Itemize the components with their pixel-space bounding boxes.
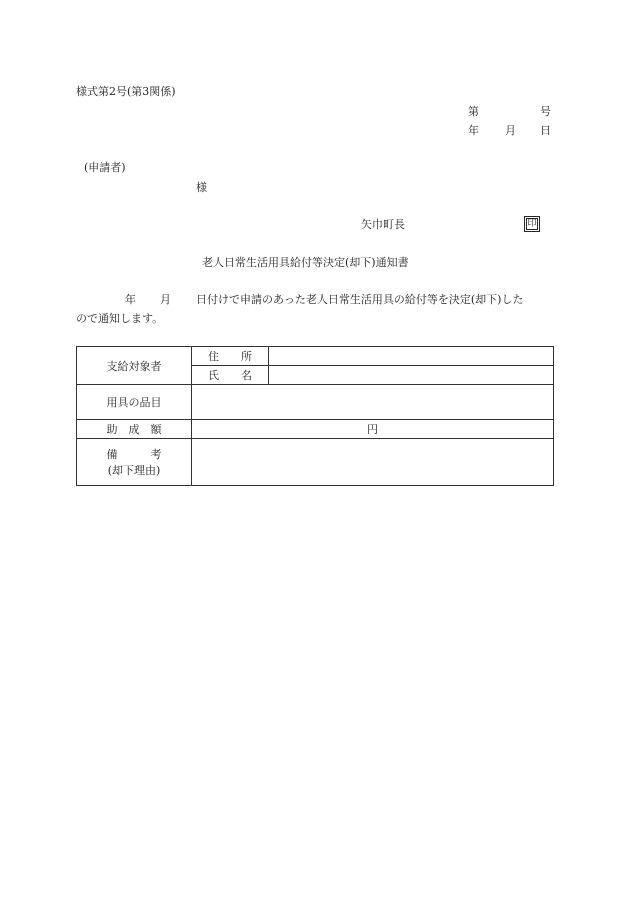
- details-table: [76, 346, 554, 486]
- body-line1: 日付けで申請のあった老人日常生活用具の給付等を決定(却下)した: [196, 293, 524, 306]
- body-line2: ので通知します。: [76, 312, 164, 325]
- recipient-label: 支給対象者: [77, 347, 192, 385]
- date-day-label: 日: [540, 124, 551, 137]
- remarks-sublabel: (却下理由): [107, 464, 161, 477]
- seal-char: 印: [527, 219, 537, 229]
- item-label: 用具の品目: [77, 385, 192, 420]
- name-label: 氏 名: [192, 366, 269, 385]
- issuer-name: 矢巾町長: [361, 218, 405, 231]
- seal-stamp-box: [524, 216, 540, 232]
- honorific-sama: 様: [196, 181, 207, 194]
- form-number: 様式第2号(第3関係): [76, 85, 176, 98]
- address-label: 住 所: [192, 347, 269, 366]
- yen-unit: 円: [367, 423, 378, 436]
- remarks-label-cell: [77, 439, 192, 486]
- reference-number-suffix: 号: [540, 105, 551, 118]
- applicant-label: (申請者): [84, 161, 126, 174]
- body-year: 年: [125, 293, 136, 306]
- date-year-label: 年: [468, 124, 479, 137]
- remarks-field[interactable]: [192, 439, 554, 486]
- name-field[interactable]: [269, 366, 554, 385]
- address-field[interactable]: [269, 347, 554, 366]
- item-field[interactable]: [192, 385, 554, 420]
- remarks-label: 備 考: [106, 448, 162, 461]
- reference-number-prefix: 第: [468, 105, 479, 118]
- document-title: 老人日常生活用具給付等決定(却下)通知書: [202, 256, 409, 269]
- body-month: 月: [160, 293, 171, 306]
- subsidy-label: 助 成 額: [77, 420, 192, 439]
- date-month-label: 月: [505, 124, 516, 137]
- subsidy-field[interactable]: [192, 420, 554, 439]
